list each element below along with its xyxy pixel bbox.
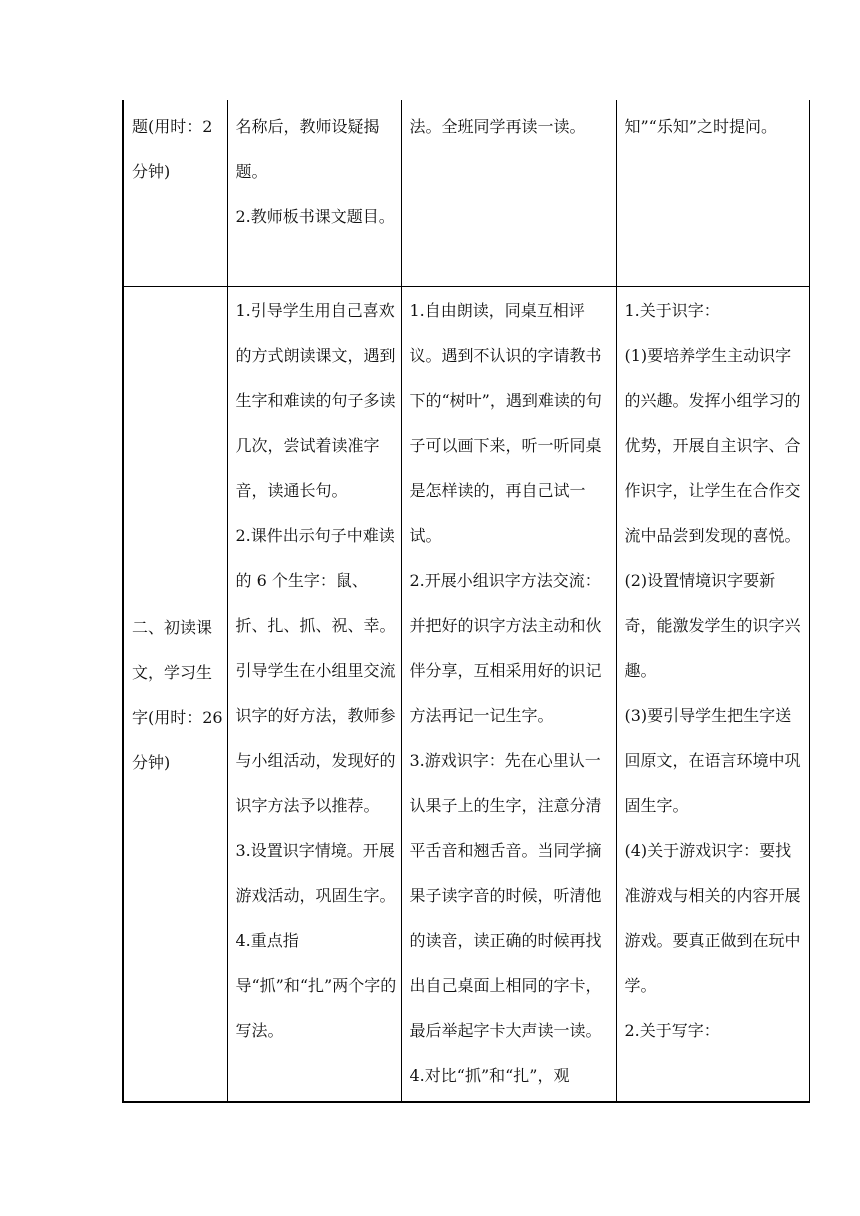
cell-text: 4.对比“抓”和“扎”，观 [409,1066,570,1085]
cell-text: (2)设置情境识字要新奇，能激发学生的识字兴趣。 [624,571,801,680]
cell-text: 2.课件出示句子中难读的 6 个生字：鼠、折、扎、抓、祝、幸。引导学生在小组里交流识字的好方法，教师参与小组活动，发现好的识字方法予以推荐。 [235,526,396,815]
design-intent-cell [616,287,809,1103]
cell-text: 2.教师板书课文题目。 [235,207,395,226]
cell-text: 3.设置识字情境。开展游戏活动，巩固生字。 [235,841,396,905]
student-activity-cell [401,287,616,1103]
cell-text: 2.开展小组识字方法交流：并把好的识字方法主动和伙伴分享，互相采用好的识记方法再记一记生字。 [409,571,602,725]
cell-text: 2.关于写字： [624,1021,720,1040]
cell-text: 名称后，教师设疑揭题。 [235,117,380,181]
stage-cell [123,100,227,287]
cell-text: 1.引导学生用自己喜欢的方式朗读课文，遇到生字和难读的句子多读几次，尝试着读准字音，读通长句。 [235,301,396,500]
cell-text: 4.重点指导“抓”和“扎”两个字的写法。 [235,931,397,1040]
cell-text: 知”“乐知”之时提问。 [624,117,778,136]
cell-text: 法。全班同学再读一读。 [409,117,586,136]
table-row [123,100,809,287]
cell-text: (3)要引导学生把生字送回原文，在语言环境中巩固生字。 [624,706,801,815]
cell-text: 题(用时：2分钟) [132,117,213,181]
table-row [123,287,809,1103]
cell-text: 3.游戏识字：先在心里认一认果子上的生字，注意分清平舌音和翘舌音。当同学摘果子读字音的时候，听清他的读音，读正确的时候再找出自己桌面上相同的字卡，最后举起字卡大声读一读。 [409,751,602,1040]
lesson-plan-table [122,100,810,1103]
cell-text: 二、初读课文，学习生字(用时：26分钟) [132,617,223,772]
cell-text: 1.自由朗读，同桌互相评议。遇到不认识的字请教书下的“树叶”，遇到难读的句子可以画下来，听一听同桌是怎样读的，再自己试一试。 [409,301,602,545]
design-intent-cell [616,100,809,287]
cell-text: (1)要培养学生主动识字的兴趣。发挥小组学习的优势，开展自主识字、合作识字，让学生在合作交流中品尝到发现的喜悦。 [624,346,801,545]
student-activity-cell [401,100,616,287]
teacher-activity-cell [227,100,401,287]
teacher-activity-cell [227,287,401,1103]
stage-cell [123,287,227,1103]
cell-text: 1.关于识字： [624,301,720,320]
cell-text: (4)关于游戏识字：要找准游戏与相关的内容开展游戏。要真正做到在玩中学。 [624,841,801,995]
